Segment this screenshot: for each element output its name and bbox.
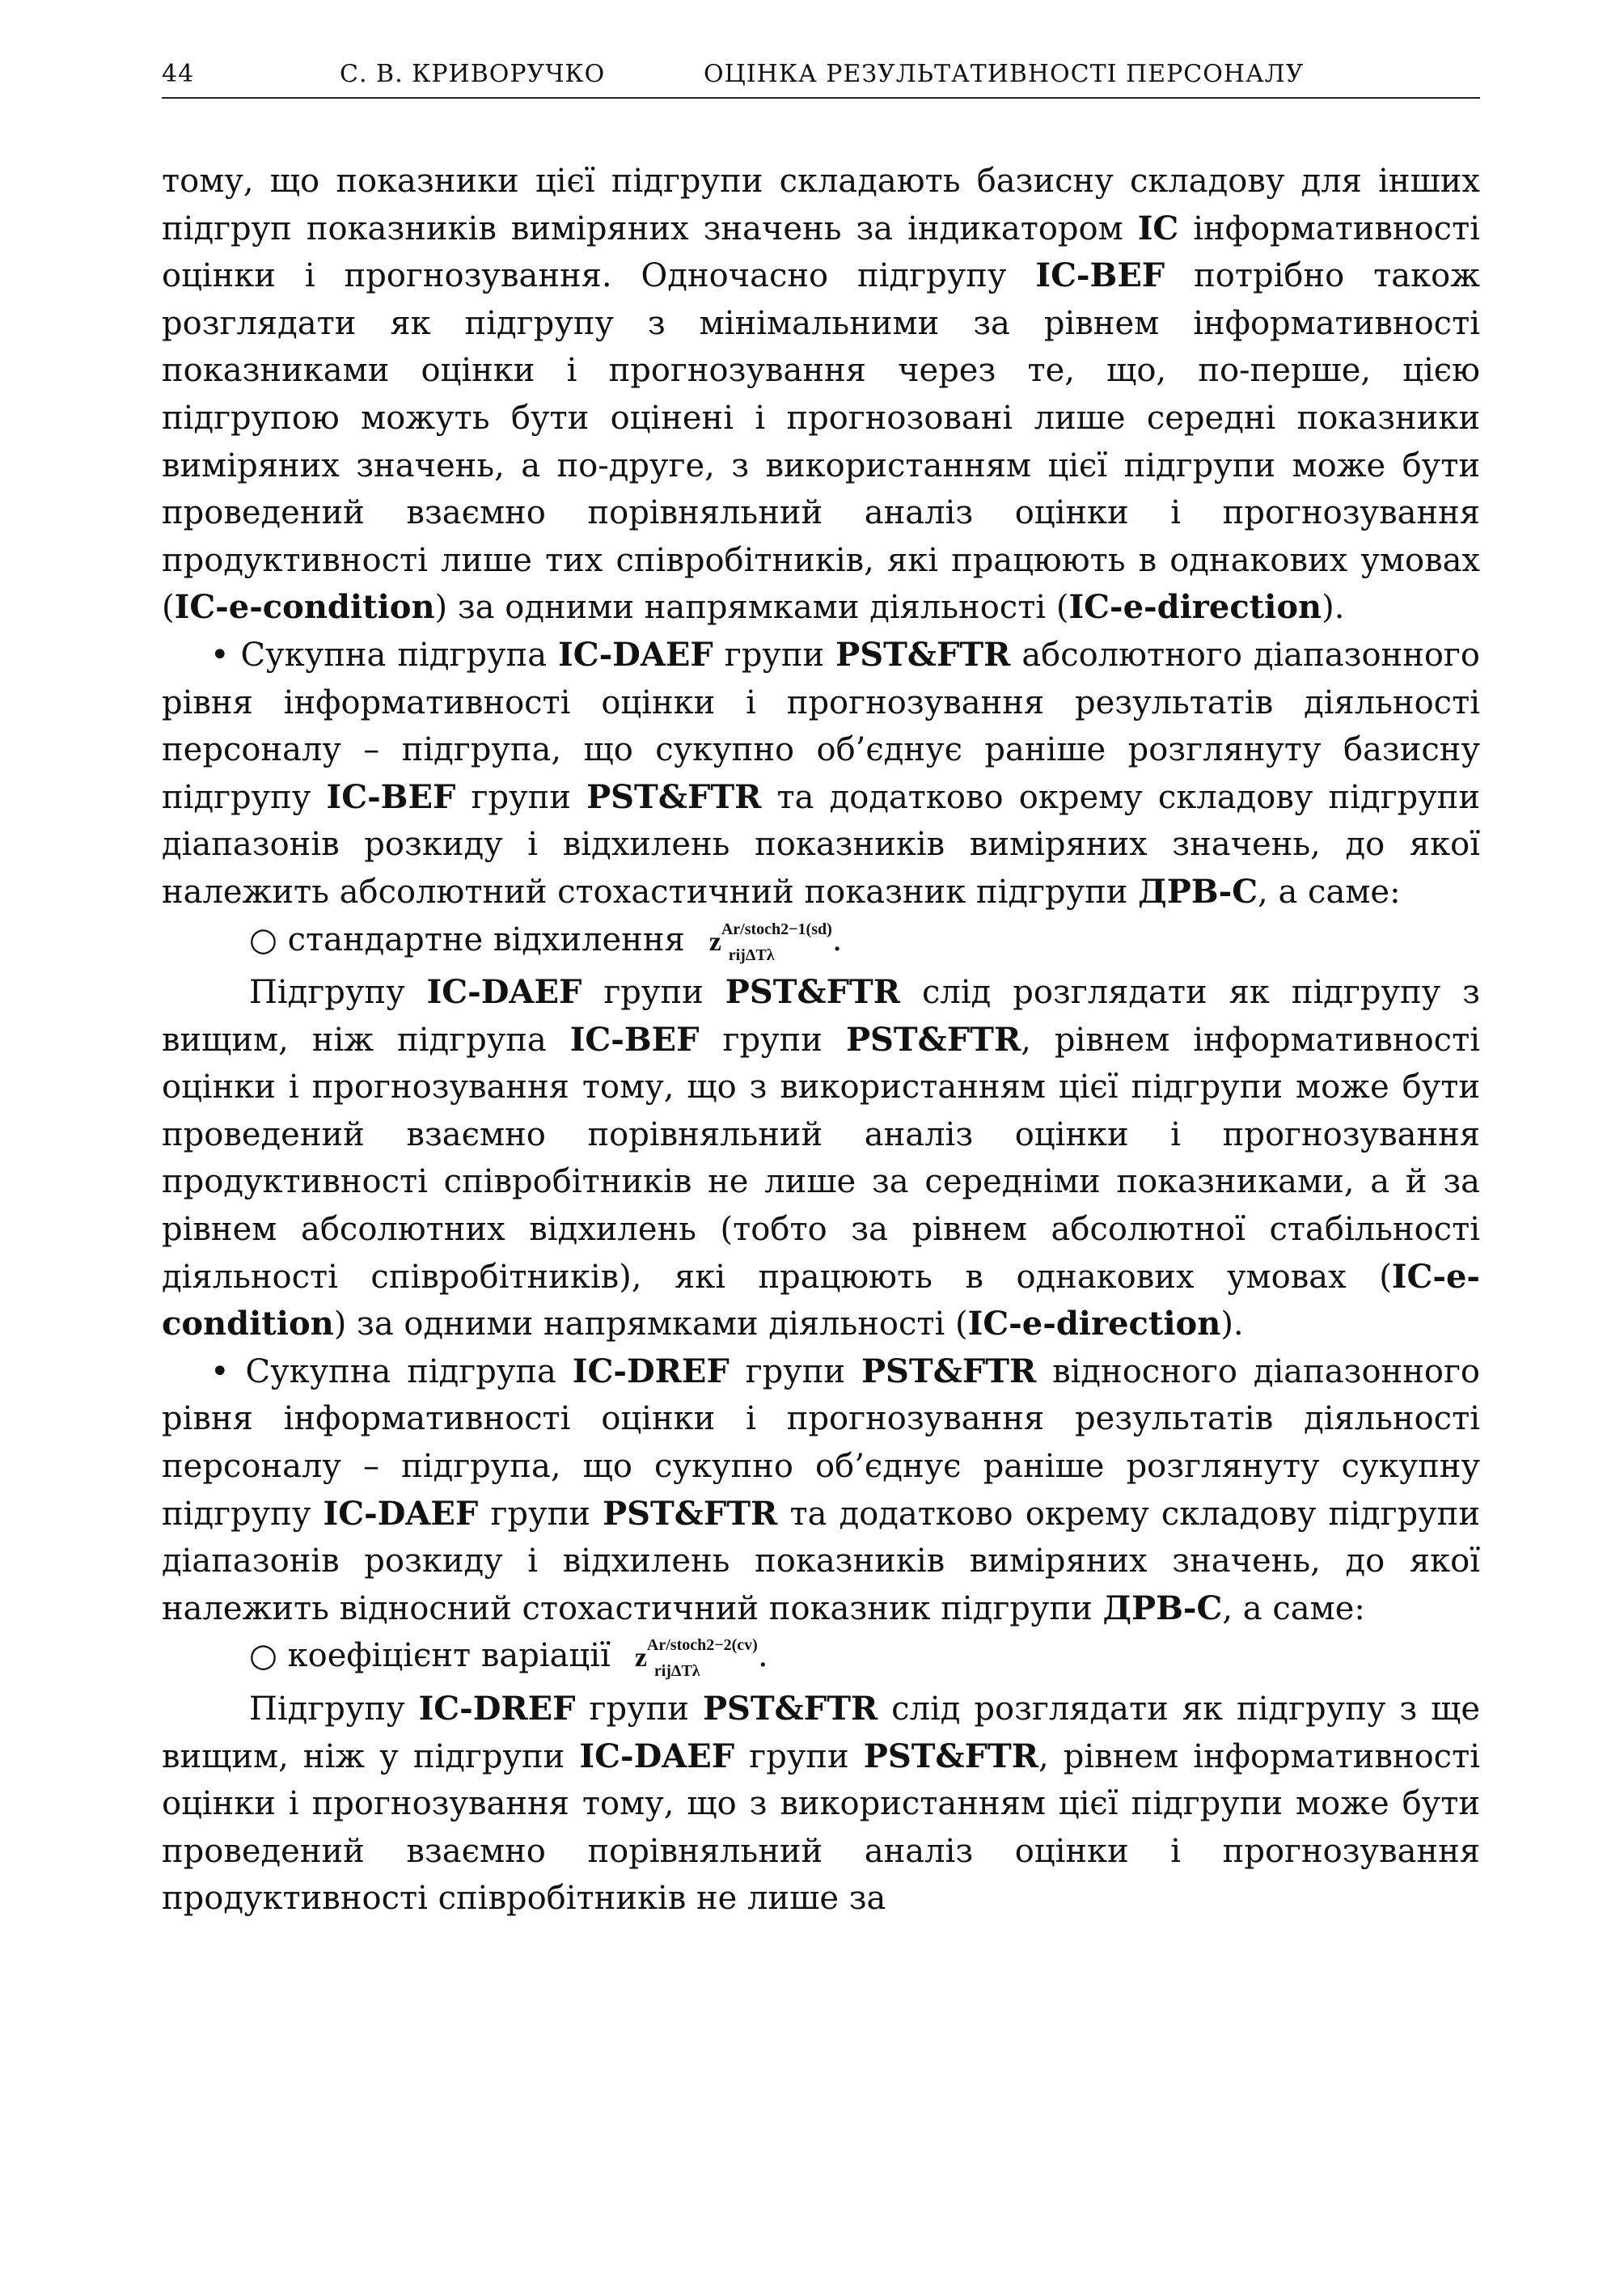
- text-run: та додатково окрему складову підгрупи діапазонів розкиду і відхилень показників виміряних значень, до якої належить відносний стохастичний показник підгрупи: [162, 1495, 1480, 1627]
- text-run: ).: [1220, 1305, 1244, 1343]
- bullet-item-2: [162, 1348, 1480, 1633]
- text-run: слід розглядати як підгрупу з ще вищим, ніж у підгрупи: [162, 1690, 1480, 1775]
- running-header: [162, 55, 1480, 99]
- bullet-marker: •: [210, 636, 230, 674]
- term-bold: PST&FTR: [861, 1352, 1037, 1390]
- header-author: С. В. КРИВОРУЧКО: [340, 60, 606, 88]
- text-run: абсолютного діапазонного рівня інформативності оцінки і прогнозування результатів діяльності персоналу – підгрупа, що сукупно об’єднує раніше розглянуту базисну підгрупу: [162, 636, 1480, 816]
- text-run: групи: [478, 1495, 603, 1533]
- text-run: відносного діапазонного рівня інформативності оцінки і прогнозування результатів діяльності персоналу – підгрупа, що сукупно об’єднує раніше розглянуту сукупну підгрупу: [162, 1352, 1480, 1533]
- text-run: ).: [1322, 589, 1345, 627]
- sub-item-2: [162, 1632, 1480, 1686]
- text-run: , а саме:: [1222, 1589, 1365, 1627]
- term-bold: ДРВ-С: [1102, 1589, 1223, 1627]
- sub-item-1: [162, 916, 1480, 970]
- term-bold: IC-DAEF: [426, 973, 582, 1012]
- term-bold: IC-e-direction: [1068, 588, 1322, 627]
- formula-superscript: Ar/stoch2−2(cv): [646, 1636, 758, 1655]
- text-run: потрібно також розглядати як підгрупу з мінімальними за рівнем інформативності показниками оцінки і прогнозування через те, що, по-перше, цією підгрупою можуть бути оцінені і прогнозовані лише середні показники виміряних значень, а по-друге, з використанням цієї підгрупи може бути проведений взаємно порівняльний аналіз оцінки і прогнозування продуктивності лише тих співробітників, які працюють в однакових умовах (: [162, 257, 1481, 627]
- text-run: .: [831, 920, 843, 958]
- term-bold: IC-DREF: [418, 1690, 576, 1728]
- circle-marker: ○: [249, 1637, 277, 1675]
- formula-main: z: [708, 926, 721, 957]
- text-run: .: [757, 1637, 768, 1675]
- text-run: та додатково окрему складову підгрупи діапазонів розкиду і відхилень показників виміряних значень, до якої належить абсолютний стохастичний показник підгрупи: [162, 778, 1480, 911]
- formula-subscript: rijΔTλ: [653, 1662, 700, 1681]
- term-bold: PST&FTR: [835, 635, 1011, 674]
- bullet-item-1: [162, 632, 1480, 916]
- circle-marker: ○: [249, 920, 277, 958]
- term-bold: IC-DREF: [572, 1352, 730, 1390]
- term-bold: PST&FTR: [863, 1737, 1038, 1775]
- term-bold: IC-DAEF: [579, 1737, 735, 1775]
- text-run: групи: [455, 778, 587, 816]
- term-bold: IC-DAEF: [558, 635, 713, 674]
- text-run: тому, що показники цієї підгрупи складають базисну складову для інших підгруп показників виміряних значень за індикатором: [162, 163, 1480, 247]
- paragraph-2: [162, 969, 1480, 1348]
- formula-sd: [709, 919, 832, 970]
- text-run: інформативності оцінки і прогнозування. Одночасно підгрупу: [162, 209, 1480, 295]
- term-bold: IC-BEF: [1035, 256, 1165, 295]
- term-bold: IC-e-condition: [174, 588, 435, 627]
- text-run: групи: [699, 1021, 846, 1059]
- text-run: слід розглядати як підгрупу з вищим, ніж підгрупа: [162, 974, 1480, 1059]
- formula-subscript: rijΔTλ: [728, 946, 775, 964]
- text-run: , рівнем інформативності оцінки і прогнозування тому, що з використанням цієї підгрупи може бути проведений взаємно порівняльний аналіз оцінки і прогнозування продуктивності співробітників не лише за: [162, 1737, 1480, 1918]
- bullet-marker: •: [210, 1352, 230, 1390]
- text-run: Сукупна підгрупа: [229, 1352, 573, 1390]
- text-run: , а саме:: [1258, 873, 1401, 911]
- term-bold: IC-BEF: [569, 1020, 700, 1059]
- text-run: групи: [729, 1352, 861, 1390]
- term-bold: PST&FTR: [603, 1494, 778, 1533]
- text-run: групи: [713, 636, 836, 674]
- paragraph-3: [162, 1686, 1480, 1923]
- text-run: групи: [575, 1690, 703, 1728]
- term-bold: PST&FTR: [586, 777, 762, 816]
- term-bold: IC-BEF: [326, 777, 456, 816]
- text-run: групи: [734, 1737, 864, 1775]
- term-bold: PST&FTR: [702, 1690, 878, 1728]
- formula-superscript: Ar/stoch2−1(sd): [721, 920, 832, 938]
- body-text: [162, 158, 1480, 1923]
- text-run: Сукупна підгрупа: [229, 636, 559, 674]
- text-run: групи: [582, 974, 725, 1012]
- paragraph-1: [162, 158, 1480, 632]
- page-number: 44: [162, 60, 195, 88]
- formula-main: z: [634, 1643, 647, 1673]
- text-run: , рівнем інформативності оцінки і прогнозування тому, що з використанням цієї підгрупи може бути проведений взаємно порівняльний аналіз оцінки і прогнозування продуктивності співробітників не лише за середніми показниками, а й за рівнем абсолютних відхилень (тобто за рівнем абсолютної стабільності діяльності співробітників), які працюють в однакових умовах (: [162, 1021, 1480, 1296]
- text-run: Підгрупу: [249, 974, 427, 1012]
- term-bold: PST&FTR: [725, 973, 901, 1012]
- text-run: ) за одними напрямками діяльності (: [333, 1305, 968, 1343]
- term-bold: IC-DAEF: [323, 1494, 479, 1533]
- term-bold: IC: [1137, 209, 1179, 247]
- text-run: стандартне відхилення: [277, 920, 685, 958]
- text-run: коефіцієнт варіації: [277, 1637, 611, 1675]
- term-bold: PST&FTR: [845, 1020, 1021, 1059]
- term-bold: IC-e-condition: [162, 1257, 1480, 1343]
- text-run: ) за одними напрямками діяльності (: [434, 589, 1069, 627]
- header-title: ОЦІНКА РЕЗУЛЬТАТИВНОСТІ ПЕРСОНАЛУ: [704, 60, 1305, 88]
- formula-cv: [635, 1635, 758, 1686]
- text-run: Підгрупу: [249, 1690, 419, 1728]
- term-bold: IC-e-direction: [967, 1305, 1221, 1343]
- term-bold: ДРВ-С: [1138, 872, 1258, 911]
